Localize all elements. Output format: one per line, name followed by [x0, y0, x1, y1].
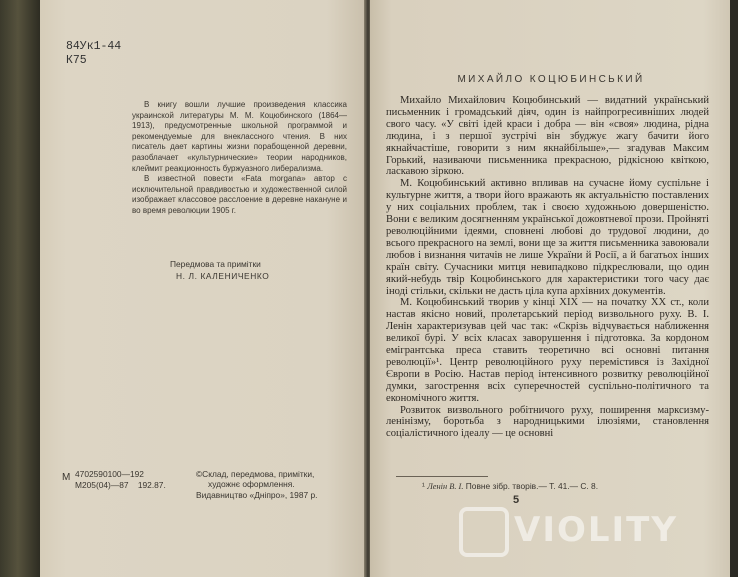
book-back-edge	[730, 0, 738, 577]
body-paragraph: М. Коцюбинський активно впливав на сучасне йому суспільне і культурне життя, а твори його вражають як актуальністю поставлених у них соціальних проблем, так і своєю художньою довершеністю. Вони є великим досягненням української дожовтневої прози. Пройняті революційними ідеями, сповнені любові до трудової людини, до всього прекрасного на землі, вони ще за життя письменника завоювали любов і визнання читачів не лише України й Росії, а й багатьох інших країн світу. Сучасники митця невипадково підкреслювали, що один який-небудь твір Коцюбинського для характеристики того часу дає іноді стільки, скільки не дасть ціла купа архівних документів.	[386, 178, 709, 297]
footnote	[422, 481, 598, 491]
page-number: 5	[513, 494, 520, 506]
body-text	[386, 95, 709, 440]
bbk-code: 84Ук1-44	[66, 40, 122, 53]
footnote-rule	[396, 476, 488, 477]
classification-codes	[66, 40, 121, 68]
editor-credits	[170, 258, 269, 282]
copyright-notice	[196, 469, 346, 500]
body-paragraph: Михайло Михайлович Коцюбинський — видатний український письменник і громадський діяч, один із найпрогресивніших людей свого часу. «У світі ідей краси і добра — він «своя» людина, рідна людина, і з першої зустрічі він збуджує жагу бачити його якнайчастіше, говорити з ним якнайбільше»,— згадував Максим Горький, називаючи письменника прекрасною, рідкісною квіткою, ласкавою зіркою.	[386, 95, 709, 178]
book-abstract	[132, 100, 347, 217]
index-line: 4702590100—192	[75, 469, 144, 479]
author-mark: К75	[66, 54, 87, 67]
credits-label: Передмова та примітки	[170, 259, 261, 269]
copyright-line: ©Склад, передмова, примітки,	[196, 469, 315, 479]
abstract-paragraph: В книгу вошли лучшие произведения классика украинской литературы М. М. Коцюбинского (1864—1913), предусмотренные школьной программой и рекомендуемые для внеклассного чтения. В них писатель дает картины жизни порабощенной деревни, разоблачает «культурнические» теории народников, клеймит реакционность буржуазного либерализма.	[132, 100, 347, 173]
index-letter: М	[62, 472, 71, 483]
body-paragraph: Розвиток визвольного робітничого руху, поширення марксизму-ленінізму, боротьба з народницькими ілюзіями, становлення соціалістичного ідеалу — це основні	[386, 404, 709, 440]
body-paragraph: М. Коцюбинський творив у кінці XIX — на початку XX ст., коли настав якісно новий, пролетарський період визвольного руху. В. І. Ленін характеризував цей час так: «Скрізь відчувається наближення великої бурі. У всіх класах заворушення і підготовка. За кордоном емігрантська преса ставить теоретично всі основні питання революції»¹. Центр революційного руху перемістився із Західної Європи в Росію. Настав період інтенсивного розвитку революційної думки, загострення всіх суперечностей суспільно-політичного та економічного життя.	[386, 297, 709, 404]
copyright-line: Видавництво «Дніпро», 1987 р.	[196, 489, 318, 500]
catalog-index	[62, 469, 166, 491]
footnote-author: Ленін В. І.	[427, 482, 464, 491]
copyright-line: художнє оформлення.	[208, 479, 295, 490]
watermark: VIOLITY	[514, 510, 678, 550]
footnote-text: Повне зібр. творів.— Т. 41.— С. 8.	[465, 481, 599, 491]
chapter-heading: МИХАЙЛО КОЦЮБИНСЬКИЙ	[457, 74, 645, 85]
watermark-logo-icon	[459, 507, 509, 557]
abstract-paragraph: В известной повести «Fata morgana» автор с исключительной правдивостью и художественной силой изображает классовое расслоение в деревне накануне и во время революции 1905 г.	[132, 174, 347, 215]
footnote-marker: ¹	[422, 481, 425, 491]
editor-name: Н. Л. КАЛЕНИЧЕНКО	[176, 271, 270, 281]
index-line: М205(04)—87 192.87.	[75, 480, 166, 490]
book-cover-edge	[0, 0, 40, 577]
